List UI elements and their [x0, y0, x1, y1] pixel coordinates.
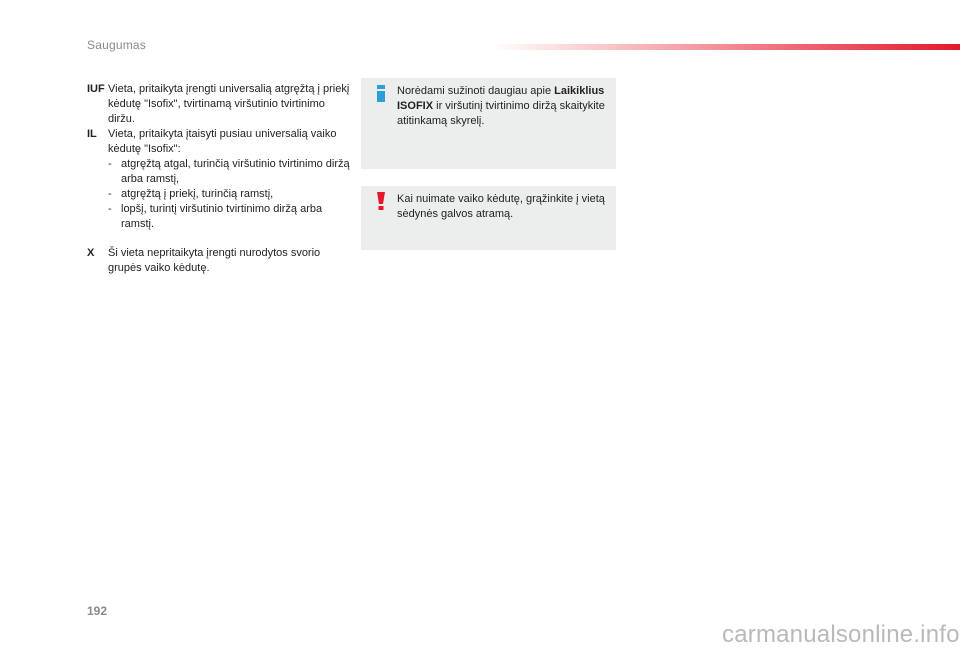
watermark: carmanualsonline.info	[722, 621, 960, 648]
legend-code-il: IL	[87, 128, 97, 140]
info-note-box	[361, 78, 616, 169]
exclamation-icon	[375, 192, 387, 210]
warning-note-box	[361, 186, 616, 250]
info-icon	[375, 84, 387, 102]
list-item: - lopšį, turintį viršutinio tvirtinimo diržą arba ramstį.	[108, 203, 323, 230]
info-note-keyword: Laikiklius ISOFIX	[397, 85, 605, 112]
list-item: - atgręžtą atgal, turinčią viršutinio tvirtinimo diržą arba ramstį,	[108, 158, 350, 185]
list-item: - atgręžtą į priekį, turinčią ramstį,	[108, 188, 274, 200]
legend-entry-il	[87, 127, 352, 232]
legend-entry-iuf	[87, 82, 352, 127]
info-note-text: Norėdami sužinoti daugiau apie Laikiklius ISOFIX ir viršutinį tvirtinimo diržą skaitykite atitinkamą skyrelį.	[397, 85, 605, 127]
section-title: Saugumas	[87, 38, 146, 52]
il-option-list	[108, 157, 352, 232]
legend-entry-x	[87, 246, 352, 276]
warning-note-text: Kai nuimate vaiko kėdutę, grąžinkite į vietą sėdynės galvos atramą.	[397, 193, 605, 220]
seat-position-legend	[87, 82, 352, 276]
header-accent-bar	[490, 44, 960, 50]
legend-code-iuf: IUF	[87, 83, 105, 95]
legend-code-x: X	[87, 247, 95, 259]
legend-text-iuf: Vieta, pritaikyta įrengti universalią atgręžtą į priekį kėdutę "Isofix", tvirtinamą viršutinio tvirtinimo diržu.	[108, 83, 350, 125]
page-number: 192	[87, 604, 108, 618]
legend-text-x: Ši vieta nepritaikyta įrengti nurodytos svorio grupės vaiko kėdutę.	[108, 247, 321, 274]
legend-text-il: Vieta, pritaikyta įtaisyti pusiau universalią vaiko kėdutę "Isofix":	[108, 128, 337, 155]
